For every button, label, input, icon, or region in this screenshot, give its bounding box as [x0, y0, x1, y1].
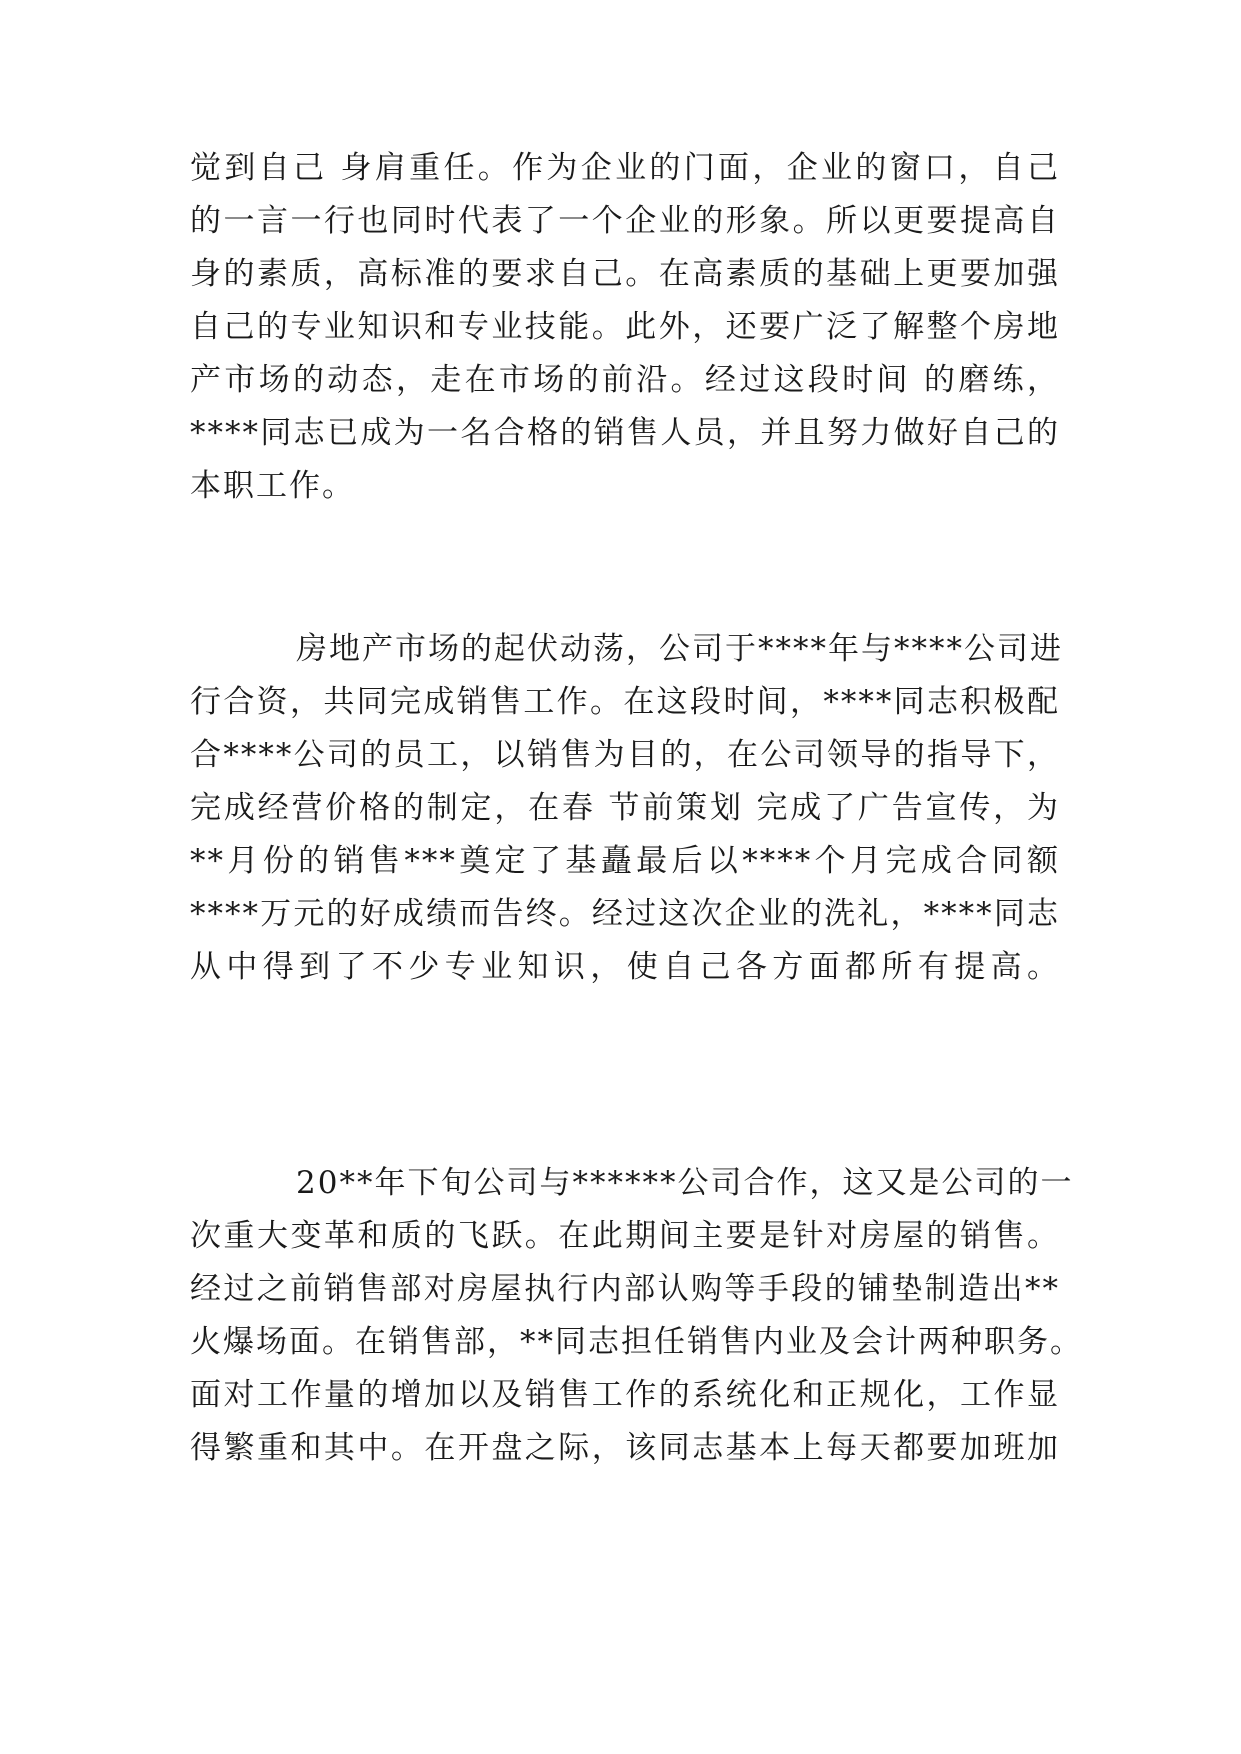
- paragraph-line: 得繁重和其中。在开盘之际，该同志基本上每天都要加班加: [190, 1430, 1060, 1466]
- paragraph-line: 从中得到了不少专业知识，使自己各方面都所有提高。: [190, 949, 1060, 985]
- paragraph-line: 身的素质，高标准的要求自己。在高素质的基础上更要加强: [190, 256, 1060, 292]
- paragraph-line: 面对工作量的增加以及销售工作的系统化和正规化，工作显: [190, 1377, 1060, 1413]
- paragraph-line: 觉到自己 身肩重任。作为企业的门面，企业的窗口，自己: [190, 150, 1060, 186]
- paragraph-line: 房地产市场的起伏动荡，公司于****年与****公司进: [296, 631, 1063, 667]
- paragraph-line: 行合资，共同完成销售工作。在这段时间，****同志积极配: [190, 684, 1060, 720]
- paragraph-line: 次重大变革和质的飞跃。在此期间主要是针对房屋的销售。: [190, 1218, 1060, 1254]
- paragraph-line: **月份的销售***奠定了基矗最后以****个月完成合同额: [190, 843, 1060, 879]
- paragraph-line: 20**年下旬公司与******公司合作，这又是公司的一: [296, 1165, 1074, 1201]
- paragraph-line: ****同志已成为一名合格的销售人员，并且努力做好自己的: [190, 415, 1060, 451]
- paragraph-line: 经过之前销售部对房屋执行内部认购等手段的铺垫制造出**: [190, 1271, 1060, 1307]
- paragraph-line: [190, 1000, 1060, 1040]
- paragraph-line: 完成经营价格的制定，在春 节前策划 完成了广告宣传，为: [190, 790, 1060, 826]
- paragraph-line: 本职工作。: [190, 468, 355, 504]
- paragraph-line: 火爆场面。在销售部，**同志担任销售内业及会计两种职务。: [190, 1324, 1083, 1360]
- paragraph-line: 合****公司的员工，以销售为目的，在公司领导的指导下，: [190, 737, 1060, 773]
- paragraph-line: ****万元的好成绩而告终。经过这次企业的洗礼，****同志: [190, 896, 1060, 932]
- paragraph-line: 自己的专业知识和专业技能。此外，还要广泛了解整个房地: [190, 309, 1060, 345]
- paragraph-line: 的一言一行也同时代表了一个企业的形象。所以更要提高自: [190, 203, 1060, 239]
- paragraph-line: 产市场的动态，走在市场的前沿。经过这段时间 的磨练，: [190, 362, 1060, 398]
